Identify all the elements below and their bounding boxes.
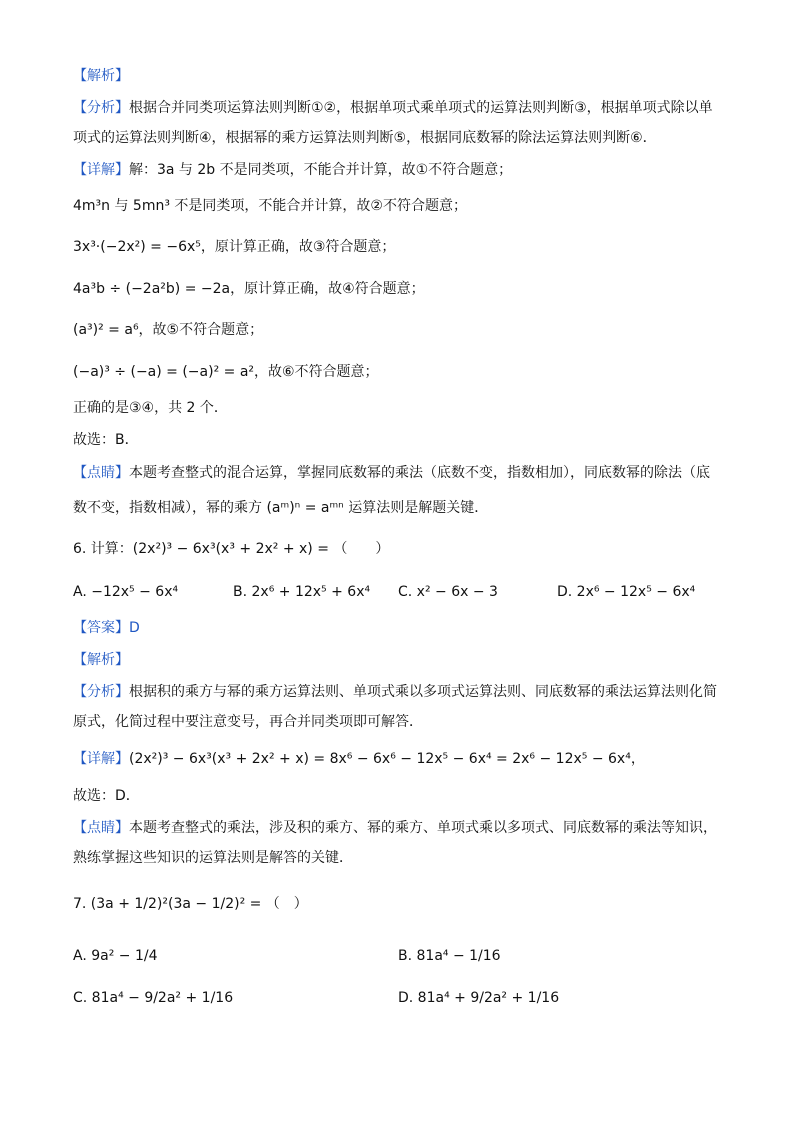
q6-comment-line-2: 熟练掌握这些知识的运算法则是解答的关键． bbox=[73, 850, 353, 866]
q7-option-b: B. 81a⁴ − 1/16 bbox=[398, 948, 501, 964]
q6-jiexi-heading: 【解析】 bbox=[73, 652, 129, 668]
detail-line-6: (−a)³ ÷ (−a) = (−a)² = a²，故⑥不符合题意； bbox=[73, 364, 379, 380]
q6-answer: 【答案】D bbox=[73, 620, 140, 636]
q7-option-d: D. 81a⁴ + 9/2a² + 1/16 bbox=[398, 990, 560, 1006]
q6-comment-text-1: 本题考查整式的乘法，涉及积的乘方、幂的乘方、单项式乘以多项式、同底数幂的乘法等知识， bbox=[129, 820, 717, 836]
detail-line-5: (a³)² = a⁶，故⑤不符合题意； bbox=[73, 322, 264, 338]
q6-comment-tag: 【点睛】 bbox=[73, 820, 129, 836]
q7-option-c: C. 81a⁴ − 9/2a² + 1/16 bbox=[73, 990, 234, 1006]
q6-detail-tag: 【详解】 bbox=[73, 751, 129, 767]
q6-analysis-line-1 bbox=[73, 682, 717, 702]
q6-choice-result: 故选：D． bbox=[73, 788, 140, 804]
comment-text-1: 本题考查整式的混合运算，掌握同底数幂的乘法（底数不变，指数相加），同底数幂的除法（底 bbox=[129, 465, 710, 481]
detail-tag: 【详解】 bbox=[73, 162, 129, 178]
q6-comment-line-1 bbox=[73, 818, 717, 838]
detail-line-7: 正确的是③④，共 2 个． bbox=[73, 400, 228, 416]
detail-line-2: 4m³n 与 5mn³ 不是同类项，不能合并计算，故②不符合题意； bbox=[73, 198, 467, 214]
choice-result-1: 故选：B． bbox=[73, 432, 139, 448]
q6-analysis-text-1: 根据积的乘方与幂的乘方运算法则、单项式乘以多项式运算法则、同底数幂的乘法运算法则化简 bbox=[129, 684, 717, 700]
detail-line-1 bbox=[73, 160, 512, 180]
q6-analysis-tag: 【分析】 bbox=[73, 684, 129, 700]
q7-option-a: A. 9a² − 1/4 bbox=[73, 948, 158, 964]
comment-line-2: 数不变，指数相减），幂的乘方 (aᵐ)ⁿ = aᵐⁿ 运算法则是解题关键． bbox=[73, 500, 489, 516]
q6-option-b: B. 2x⁶ + 12x⁵ + 6x⁴ bbox=[233, 584, 371, 600]
q6-stem: 6. 计算：(2x²)³ − 6x³(x³ + 2x² + x) = （ ） bbox=[73, 541, 390, 557]
analysis-tag: 【分析】 bbox=[73, 100, 129, 116]
analysis-line-2: 项式的运算法则判断④，根据幂的乘方运算法则判断⑤，根据同底数幂的除法运算法则判断⑥． bbox=[73, 130, 657, 146]
analysis-line-1 bbox=[73, 98, 713, 118]
detail-text-1: 解：3a 与 2b 不是同类项，不能合并计算，故①不符合题意； bbox=[129, 162, 513, 178]
q7-stem: 7. (3a + 1/2)²(3a − 1/2)² = （ ） bbox=[73, 896, 308, 912]
analysis-text-1: 根据合并同类项运算法则判断①②，根据单项式乘单项式的运算法则判断③，根据单项式除以单 bbox=[129, 100, 713, 116]
detail-line-4: 4a³b ÷ (−2a²b) = −2a，原计算正确，故④符合题意； bbox=[73, 281, 425, 297]
q6-option-a: A. −12x⁵ − 6x⁴ bbox=[73, 584, 179, 600]
comment-line-1 bbox=[73, 463, 710, 483]
q6-option-d: D. 2x⁶ − 12x⁵ − 6x⁴ bbox=[557, 584, 696, 600]
q6-analysis-line-2: 原式，化简过程中要注意变号，再合并同类项即可解答． bbox=[73, 714, 423, 730]
comment-tag: 【点睛】 bbox=[73, 465, 129, 481]
detail-line-3: 3x³·(−2x²) = −6x⁵，原计算正确，故③符合题意； bbox=[73, 239, 396, 255]
q6-option-c: C. x² − 6x − 3 bbox=[398, 584, 498, 600]
jiexi-heading: 【解析】 bbox=[73, 68, 129, 84]
q6-detail-text: (2x²)³ − 6x³(x³ + 2x² + x) = 8x⁶ − 6x⁶ − 12x⁵ − 6x⁴ = 2x⁶ − 12x⁵ − 6x⁴， bbox=[129, 751, 645, 767]
q6-detail-line bbox=[73, 749, 645, 769]
